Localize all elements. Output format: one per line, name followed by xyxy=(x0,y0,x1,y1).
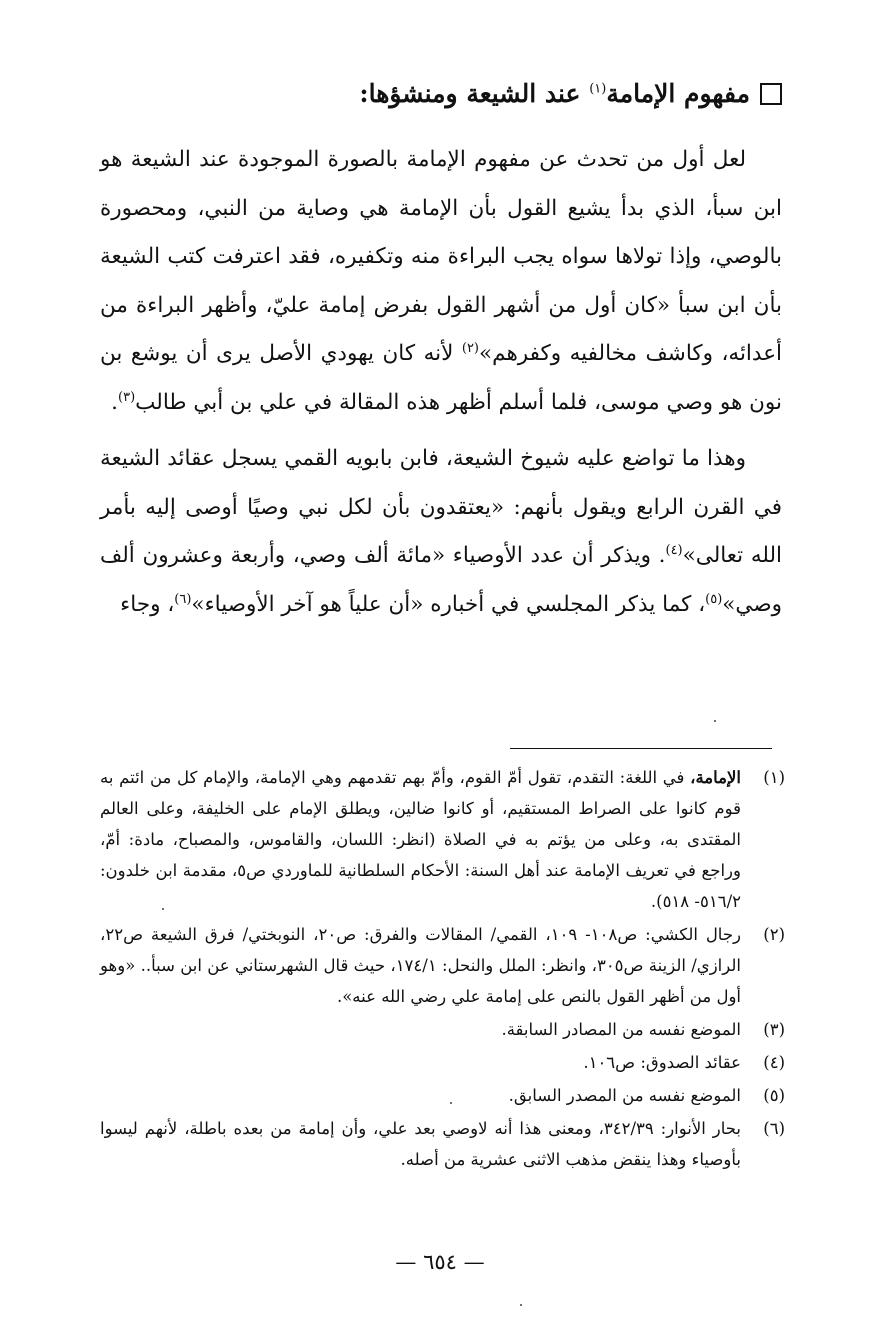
page-number: — ٦٥٤ — xyxy=(395,1250,485,1274)
section-heading xyxy=(100,74,782,114)
scan-speck xyxy=(520,1304,522,1306)
footnote-number: (٥) xyxy=(763,1086,785,1105)
footnote-separator xyxy=(510,748,772,749)
paragraph-2-part-d: ، وجاء xyxy=(120,591,175,617)
footnote-number: (٣) xyxy=(763,1020,785,1039)
footnote-ref-3[interactable]: (٣) xyxy=(118,389,136,405)
footnote xyxy=(100,1113,785,1175)
footnote-text xyxy=(100,762,741,917)
heading-text: مفهوم الإمامة xyxy=(606,79,750,108)
footnote-ref-1[interactable]: (١) xyxy=(589,81,607,97)
footnote-number: (١) xyxy=(763,768,785,787)
footnote-ref-4[interactable]: (٤) xyxy=(665,542,683,558)
paragraph-1-part-b: لأنه كان يهودي الأصل يرى أن يوشع بن نون هو وصي موسى، فلما أسلم أظهر هذه المقالة في علي بن أبي طالب xyxy=(100,341,782,415)
footnote-text: بحار الأنوار: ٣٤٢/٣٩، ومعنى هذا أنه لاوصي بعد علي، وأن إمامة من بعده باطلة، لأنهم ليسوا بأوصياء وهذا ينقض مذهب الاثنى عشرية من أصله. xyxy=(100,1119,741,1169)
paragraph-1-part-a: لعل أول من تحدث عن مفهوم الإمامة بالصورة الموجودة عند الشيعة هو ابن سبأ، الذي بدأ يشيع القول بأن الإمامة هي وصاية من النبي، ومحصورة بالوصي، وإذا تولاها سواه يجب البراءة منه وتكفيره، فقد اعترفت كتب الشيعة بأن ابن سبأ «كان أول من أشهر القول بفرض إمامة عليّ، وأظهر البراءة من أعدائه، وكاشف مخالفيه وكفرهم» xyxy=(100,147,782,366)
footnote-number: (٦) xyxy=(763,1119,785,1138)
footnotes xyxy=(100,762,785,1177)
footnote xyxy=(100,919,785,1012)
footnote xyxy=(100,1080,785,1111)
paragraph-2-part-a: وهذا ما تواضع عليه شيوخ الشيعة، فابن بابويه القمي يسجل عقائد الشيعة في القرن الرابع ويقول بأنهم: «يعتقدون بأن لكل نبي وصيًا أوصى إليه بأمر الله تعالى» xyxy=(100,446,782,568)
scan-speck xyxy=(162,908,164,910)
heading-text-rest: عند الشيعة ومنشؤها: xyxy=(359,79,590,108)
footnote xyxy=(100,1047,785,1078)
footnote xyxy=(100,1014,785,1045)
footnote-text: عقائد الصدوق: ص١٠٦. xyxy=(583,1053,741,1072)
square-bullet-icon xyxy=(760,83,782,105)
paragraph-2-part-b: . ويذكر أن عدد الأوصياء «مائة ألف وصي، وأربعة وعشرون ألف وصي» xyxy=(100,543,782,617)
footnote-term: الإمامة، xyxy=(690,768,741,787)
footnote-ref-2[interactable]: (٢) xyxy=(461,340,479,356)
footnote-text: الموضع نفسه من المصدر السابق. xyxy=(508,1086,741,1105)
paragraph-2-part-c: ، كما يذكر المجلسي في أخباره «أن علياً هو آخر الأوصياء» xyxy=(191,591,706,617)
body-text xyxy=(100,136,782,629)
footnote-ref-6[interactable]: (٦) xyxy=(174,591,192,607)
footnote-body: في اللغة: التقدم، تقول أمّ القوم، وأمّ بهم تقدمهم وهي الإمامة، والإمام كل من ائتم به قوم كانوا على الصراط المستقيم، أو كانوا ضالين، ويطلق الإمام على الخليفة، وعلى العالم المقتدى به، وعلى من يؤتم به في الصلاة (انظر: اللسان، والقاموس، والمصباح، مادة: أمّ، وراجع في تعريف الإمامة عند أهل السنة: الأحكام السلطانية للماوردي ص٥، مقدمة ابن خلدون: ٥١٦/٢- ٥١٨). xyxy=(100,768,741,911)
scan-speck xyxy=(714,720,716,722)
paragraph-1-part-c: . xyxy=(111,389,119,415)
footnote-number: (٢) xyxy=(763,925,785,944)
footnote xyxy=(100,762,785,917)
paragraph-2 xyxy=(100,435,782,629)
paragraph-1 xyxy=(100,136,782,427)
footnote-ref-5[interactable]: (٥) xyxy=(705,591,723,607)
footnote-number: (٤) xyxy=(763,1053,785,1072)
scan-speck xyxy=(450,1102,452,1104)
footnote-text: رجال الكشي: ص١٠٨- ١٠٩، القمي/ المقالات والفرق: ص٢٠، النوبختي/ فرق الشيعة ص٢٢، الرازي/ الزينة ص٣٠٥، وانظر: الملل والنحل: ١٧٤/١، حيث قال الشهرستاني عن ابن سبأ.. «وهو أول من أظهر القول بالنص على إمامة علي رضي الله عنه». xyxy=(100,925,742,1006)
footnote-text: الموضع نفسه من المصادر السابقة. xyxy=(501,1020,741,1039)
